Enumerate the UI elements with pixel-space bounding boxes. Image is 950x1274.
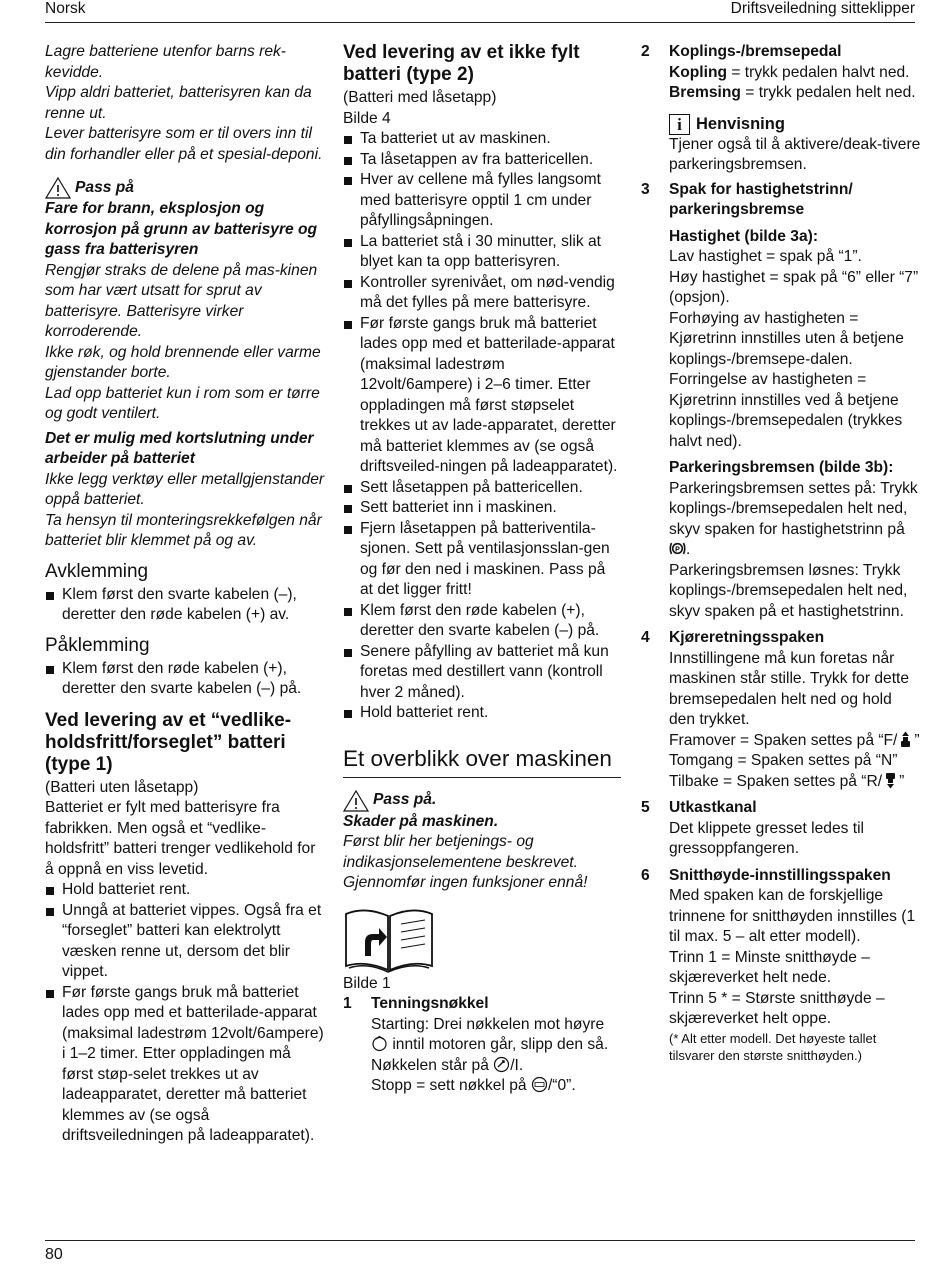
item-text: Tomgang = Spaken settes på “N”: [669, 752, 898, 769]
list-item: Klem først den røde kabelen (+), deretter den svarte kabelen (–) på.: [343, 601, 621, 642]
list-item: Klem først den svarte kabelen (–), deretter den røde kabelen (+) av.: [45, 585, 325, 626]
list-item: Før første gangs bruk må batteriet lades opp med et batterilade-apparat (maksimal ladestrøm 12volt/6ampere) i 1–2 timer. Etter oppladingen må først støp-selet trekkes ut av ladeapparatet, deretter må batteriet klemmes av (se også driftsveiledningen på ladeapparatet).: [45, 983, 325, 1147]
page-header: [45, 0, 915, 23]
warning-text: Ikke røk, og hold brennende eller varme gjenstander borte.: [45, 343, 321, 381]
note-title: Henvisning: [696, 114, 785, 133]
list-item: Klem først den røde kabelen (+), deretter den svarte kabelen (–) på.: [45, 659, 325, 700]
item-text: Lav hastighet = spak på “1”.: [669, 248, 862, 265]
note-text: Tjener også til å aktivere/deak-tivere parkeringsbremsen.: [669, 135, 921, 173]
item-text: = trykk pedalen helt ned.: [740, 84, 916, 101]
heading-type2: Ved levering av et ikke fylt batteri (type 2): [343, 42, 580, 85]
page-number: 80: [45, 1246, 63, 1263]
warning-title: Pass på.: [373, 791, 437, 809]
item-number: 2: [641, 43, 650, 60]
intro-text: Vipp aldri batteriet, batterisyren kan da renne ut.: [45, 84, 312, 122]
section-title-overblikk: Et overblikk over maskinen: [343, 746, 621, 778]
warning-text: Først blir her betjenings- og indikasjonselementene beskrevet. Gjennomfør ingen funksjoner ennå!: [343, 833, 588, 891]
item-text: Høy hastighet = spak på “6” eller “7” (opsjon).: [669, 268, 919, 306]
open-manual-icon: [343, 904, 435, 974]
parking-brake-icon: [669, 540, 686, 557]
subheading: Hastighet (bilde 3a):: [669, 227, 819, 245]
type2-figure-ref: Bilde 4: [343, 109, 391, 127]
type1-subtitle: (Batteri uten låsetapp): [45, 778, 199, 796]
item-3: 3 Spak for hastighetstrinn/ parkeringsbremse Hastighet (bilde 3a): Lav hastighet = spak på “1”. Høy hastighet = spak på “6” eller “7” (opsjon). Forhøying av hastigheten = Kjøretrinn innstilles uten å betjene koplings-/bremsepe-dalen. Forringelse av hastigheten = Kjøretrinn innstilles ved å betjene koplings-/bremsepedalen (trykkes halvt ned). Parkeringsbremsen (bilde 3b): Parkeringsbremsen settes på: Trykk koplings-/bremsepedalen helt ned, skyv spaken for hastighetstrinn på P . Parkeringsbremsen løsnes: Trykk koplings-/bremsepedalen helt ned, skyv spaken på et hastighetstrinn.: [641, 180, 921, 623]
column-1: [45, 42, 325, 1147]
item-text: Trinn 5 * = Største snitthøyde – skjæreverket helt oppe.: [669, 989, 885, 1027]
warning-triangle-icon: [343, 790, 369, 812]
list-paklemming: [45, 659, 325, 700]
item-text: ”: [914, 731, 920, 749]
list-item: Senere påfylling av batteriet må kun foretas med destillert vann (kontroll hver 2 måned).: [343, 642, 621, 704]
footer-rule: [45, 1240, 915, 1241]
item-number: 5: [641, 799, 650, 816]
item-text: = trykk pedalen halvt ned.: [727, 63, 910, 81]
forward-direction-icon: [897, 731, 914, 748]
warning-block: [343, 790, 621, 894]
item-title: Tenningsnøkkel: [371, 995, 489, 1012]
item-2: [641, 42, 921, 176]
item-text: Det klippete gresset ledes til gressoppfangeren.: [669, 819, 865, 857]
item-text: ”: [899, 772, 905, 790]
column-3: [641, 42, 921, 1064]
item-title: Snitthøyde-innstillingsspaken: [669, 866, 891, 884]
header-title: Driftsveiledning sitteklipper: [730, 0, 915, 17]
warning-heading: Det er mulig med kortslutning under arbeider på batteriet: [45, 429, 314, 467]
item-text: inntil motoren går, slipp den så. Nøkkelen står på: [371, 1036, 609, 1074]
item-title: Kjøreretningsspaken: [669, 629, 825, 646]
item-text: /I.: [510, 1056, 524, 1074]
item-title: Koplings-/bremsepedal: [669, 43, 842, 60]
item-text: Parkeringsbremsen settes på: Trykk koplings-/bremsepedalen helt ned, skyv spaken for hastighetstrinn på: [669, 479, 918, 538]
heading-type1: Ved levering av et “vedlike-holdsfritt/forseglet” batteri (type 1): [45, 709, 292, 775]
warning-title: Pass på: [75, 178, 134, 196]
item-text: Stopp = sett nøkkel på: [371, 1077, 527, 1094]
item-number: 3: [641, 180, 650, 198]
list-item: Hold batteriet rent.: [343, 703, 621, 724]
warning-text: Ikke legg verktøy eller metallgjenstander oppå batteriet.: [45, 470, 325, 508]
subheading: Parkeringsbremsen (bilde 3b):: [669, 459, 894, 476]
stop-symbol-icon: [531, 1076, 548, 1093]
type1-text: Batteriet er fylt med batterisyre fra fabrikken. Men også et “vedlike-holdsfritt” batteri trenger vedlikehold for å oppnå en viss levetid.: [45, 799, 316, 878]
heading-paklemming: Påklemming: [45, 634, 150, 656]
item-4: [641, 628, 921, 792]
warning-text: Rengjør straks de delene på mas-kinen som har vært utsatt for sprut av batterisyre. Batterisyre virker korroderende.: [45, 261, 318, 340]
list-item: La batteriet stå i 30 minutter, slik at blyet kan ta opp batterisyren.: [343, 232, 621, 273]
start-symbol-icon: [371, 1035, 388, 1052]
on-key-symbol-icon: [493, 1056, 510, 1073]
list-type1: [45, 880, 325, 1147]
item-text: Starting: Drei nøkkelen mot høyre: [371, 1015, 605, 1033]
item-number: 6: [641, 866, 650, 884]
item-text: Forringelse av hastigheten = Kjøretrinn innstilles ved å betjene koplings-/bremsepedalen (trykkes halvt ned).: [669, 371, 903, 450]
list-item: Hver av cellene må fylles langsomt med batterisyre opptil 1 cm under påfyllingsåpningen.: [343, 170, 621, 232]
term: Bremsing: [669, 84, 741, 101]
item-text: Trinn 1 = Minste snitthøyde – skjæreverket helt nede.: [669, 948, 870, 986]
reverse-direction-icon: [882, 772, 899, 789]
item-text: Forhøying av hastigheten = Kjøretrinn innstilles uten å betjene koplings-/bremsepe-dalen.: [669, 309, 904, 368]
intro-text: Lagre batteriene utenfor barns rek-kevidde.: [45, 43, 286, 81]
item-text: Med spaken kan de forskjellige trinnene for snitthøyden innstilles (1 til max. 5 – alt etter modell).: [669, 887, 916, 945]
item-6: [641, 866, 921, 1064]
list-type2: [343, 129, 621, 724]
list-item: Sett batteriet inn i maskinen.: [343, 498, 621, 519]
list-item: Kontroller syrenivået, om nød-vendig må det fylles på mere batterisyre.: [343, 273, 621, 314]
warning-text: Ta hensyn til monteringsrekkefølgen når batteriet blir klemmet på og av.: [45, 511, 322, 549]
footnote: (* Alt etter modell. Det høyeste tallet tilsvarer den største snitthøyden.): [669, 1030, 877, 1063]
header-language: Norsk: [45, 0, 86, 17]
list-item: Før første gangs bruk må batteriet lades opp med et batterilade-apparat (maksimal ladestrøm 12volt/6ampere) i 2–6 timer. Etter oppladingen må først støpselet trekkes ut av lade-apparatet, deretter må batteriet klemmes av (se også driftsveiled-ningen på ladeapparatet).: [343, 314, 621, 478]
list-item: Ta batteriet ut av maskinen.: [343, 129, 621, 150]
item-text: Tilbake = Spaken settes på “R/: [669, 772, 883, 790]
heading-avklemming: Avklemming: [45, 560, 149, 582]
item-text: Parkeringsbremsen løsnes: Trykk koplings-/bremsepedalen helt ned, skyv spaken på et hastighetstrinn.: [669, 561, 908, 620]
item-text: Framover = Spaken settes på “F/: [669, 731, 898, 749]
warning-heading: Skader på maskinen.: [343, 812, 499, 830]
item-text: /“0”.: [547, 1077, 576, 1094]
list-item: Ta låsetappen av fra battericellen.: [343, 150, 621, 171]
list-item: Sett låsetappen på battericellen.: [343, 478, 621, 499]
warning-block: [45, 177, 325, 552]
list-avklemming: [45, 585, 325, 626]
item-number: 1: [343, 995, 352, 1012]
list-item: Hold batteriet rent.: [45, 880, 325, 901]
info-icon: i: [669, 114, 690, 135]
term: Kopling: [669, 63, 728, 81]
item-text: Innstillingene må kun foretas når maskinen står stille. Trykk for dette bremsepedalen helt ned og hold den trykket.: [669, 649, 910, 728]
warning-heading: Fare for brann, eksplosjon og korrosjon på grunn av batterisyre og gass fra batterisyren: [45, 200, 318, 258]
list-item: Fjern låsetappen på batteriventila-sjonen. Sett på ventilasjonsslan-gen og før den ned i maskinen. Pass på at det ligger fritt!: [343, 519, 621, 601]
item-5: [641, 798, 921, 860]
warning-text: Lad opp batteriet kun i rom som er tørre og godt ventilert.: [45, 384, 320, 422]
note-heading: [669, 114, 921, 135]
column-2: [343, 42, 621, 1097]
item-1: [343, 994, 621, 1097]
item-title: Spak for hastighetstrinn/ parkeringsbremse: [669, 180, 853, 218]
item-title: Utkastkanal: [669, 799, 757, 816]
type2-subtitle: (Batteri med låsetapp): [343, 89, 497, 106]
intro-text: Lever batterisyre som er til overs inn til din forhandler eller på et spesial-deponi.: [45, 125, 323, 163]
warning-triangle-icon: [45, 177, 71, 199]
item-number: 4: [641, 629, 650, 646]
svg-text:P: P: [675, 546, 680, 554]
figure-caption: Bilde 1: [343, 974, 391, 992]
list-item: Unngå at batteriet vippes. Også fra et “forseglet” batteri kan elektrolytt væsken renne ut, dersom det blir vippet.: [45, 901, 325, 983]
